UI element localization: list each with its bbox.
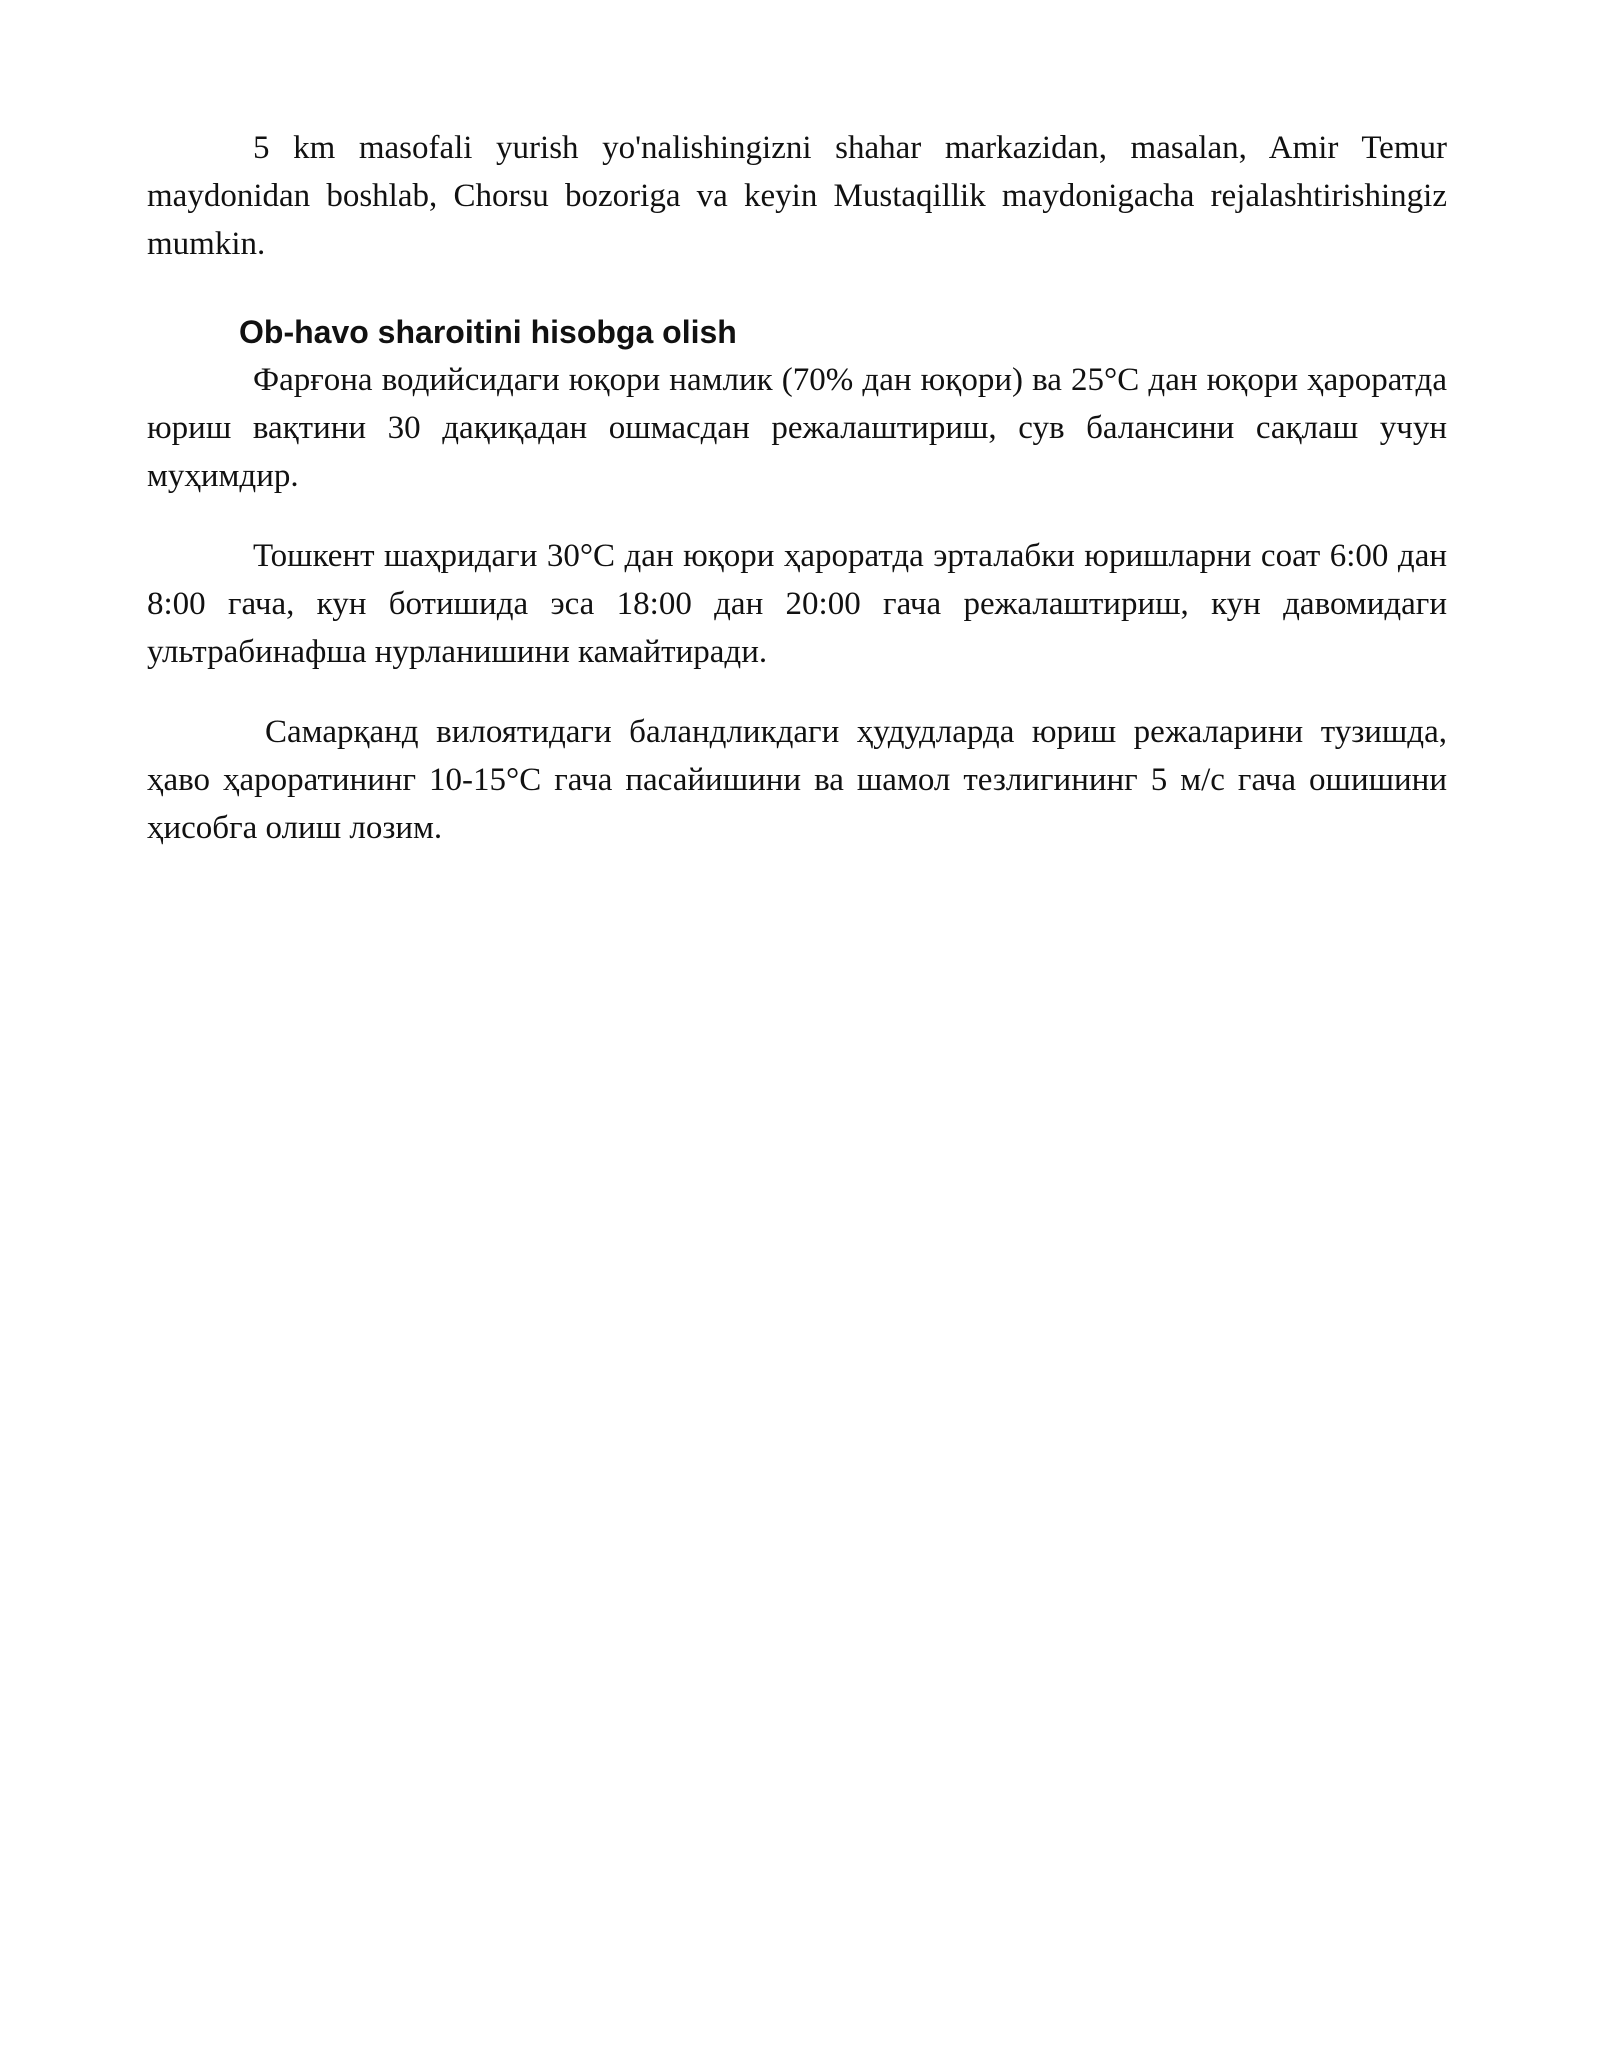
route-planning-paragraph: 5 km masofali yurish yo'nalishingizni shahar markazidan, masalan, Amir Temur maydonidan boshlab, Chorsu bozoriga va keyin Mustaqillik maydonigacha rejalashtirishingiz mumkin. <box>147 130 1447 262</box>
tashkent-heat-paragraph: Тошкент шаҳридаги 30°C дан юқори ҳароратда эрталабки юришларни соат 6:00 дан 8:00 гача, кун ботишида эса 18:00 дан 20:00 гача режалаштириш, кун давомидаги ультрабинафша нурланишини камайтиради. <box>147 538 1447 670</box>
fergana-humidity-paragraph: Фарғона водийсидаги юқори намлик (70% дан юқори) ва 25°C дан юқори ҳароратда юриш вақтини 30 дақиқадан ошмасдан режалаштириш, сув балансини сақлаш учун муҳимдир. <box>147 362 1447 494</box>
samarkand-altitude-paragraph: Самарқанд вилоятидаги баландликдаги ҳудудларда юриш режаларини тузишда, ҳаво ҳароратининг 10-15°C гача пасайишини ва шамол тезлигининг 5 м/с гача ошишини ҳисобга олиш лозим. <box>147 714 1447 846</box>
document-body <box>147 124 1447 852</box>
section-heading-weather: Ob-havo sharoitini hisobga olish <box>239 314 737 350</box>
